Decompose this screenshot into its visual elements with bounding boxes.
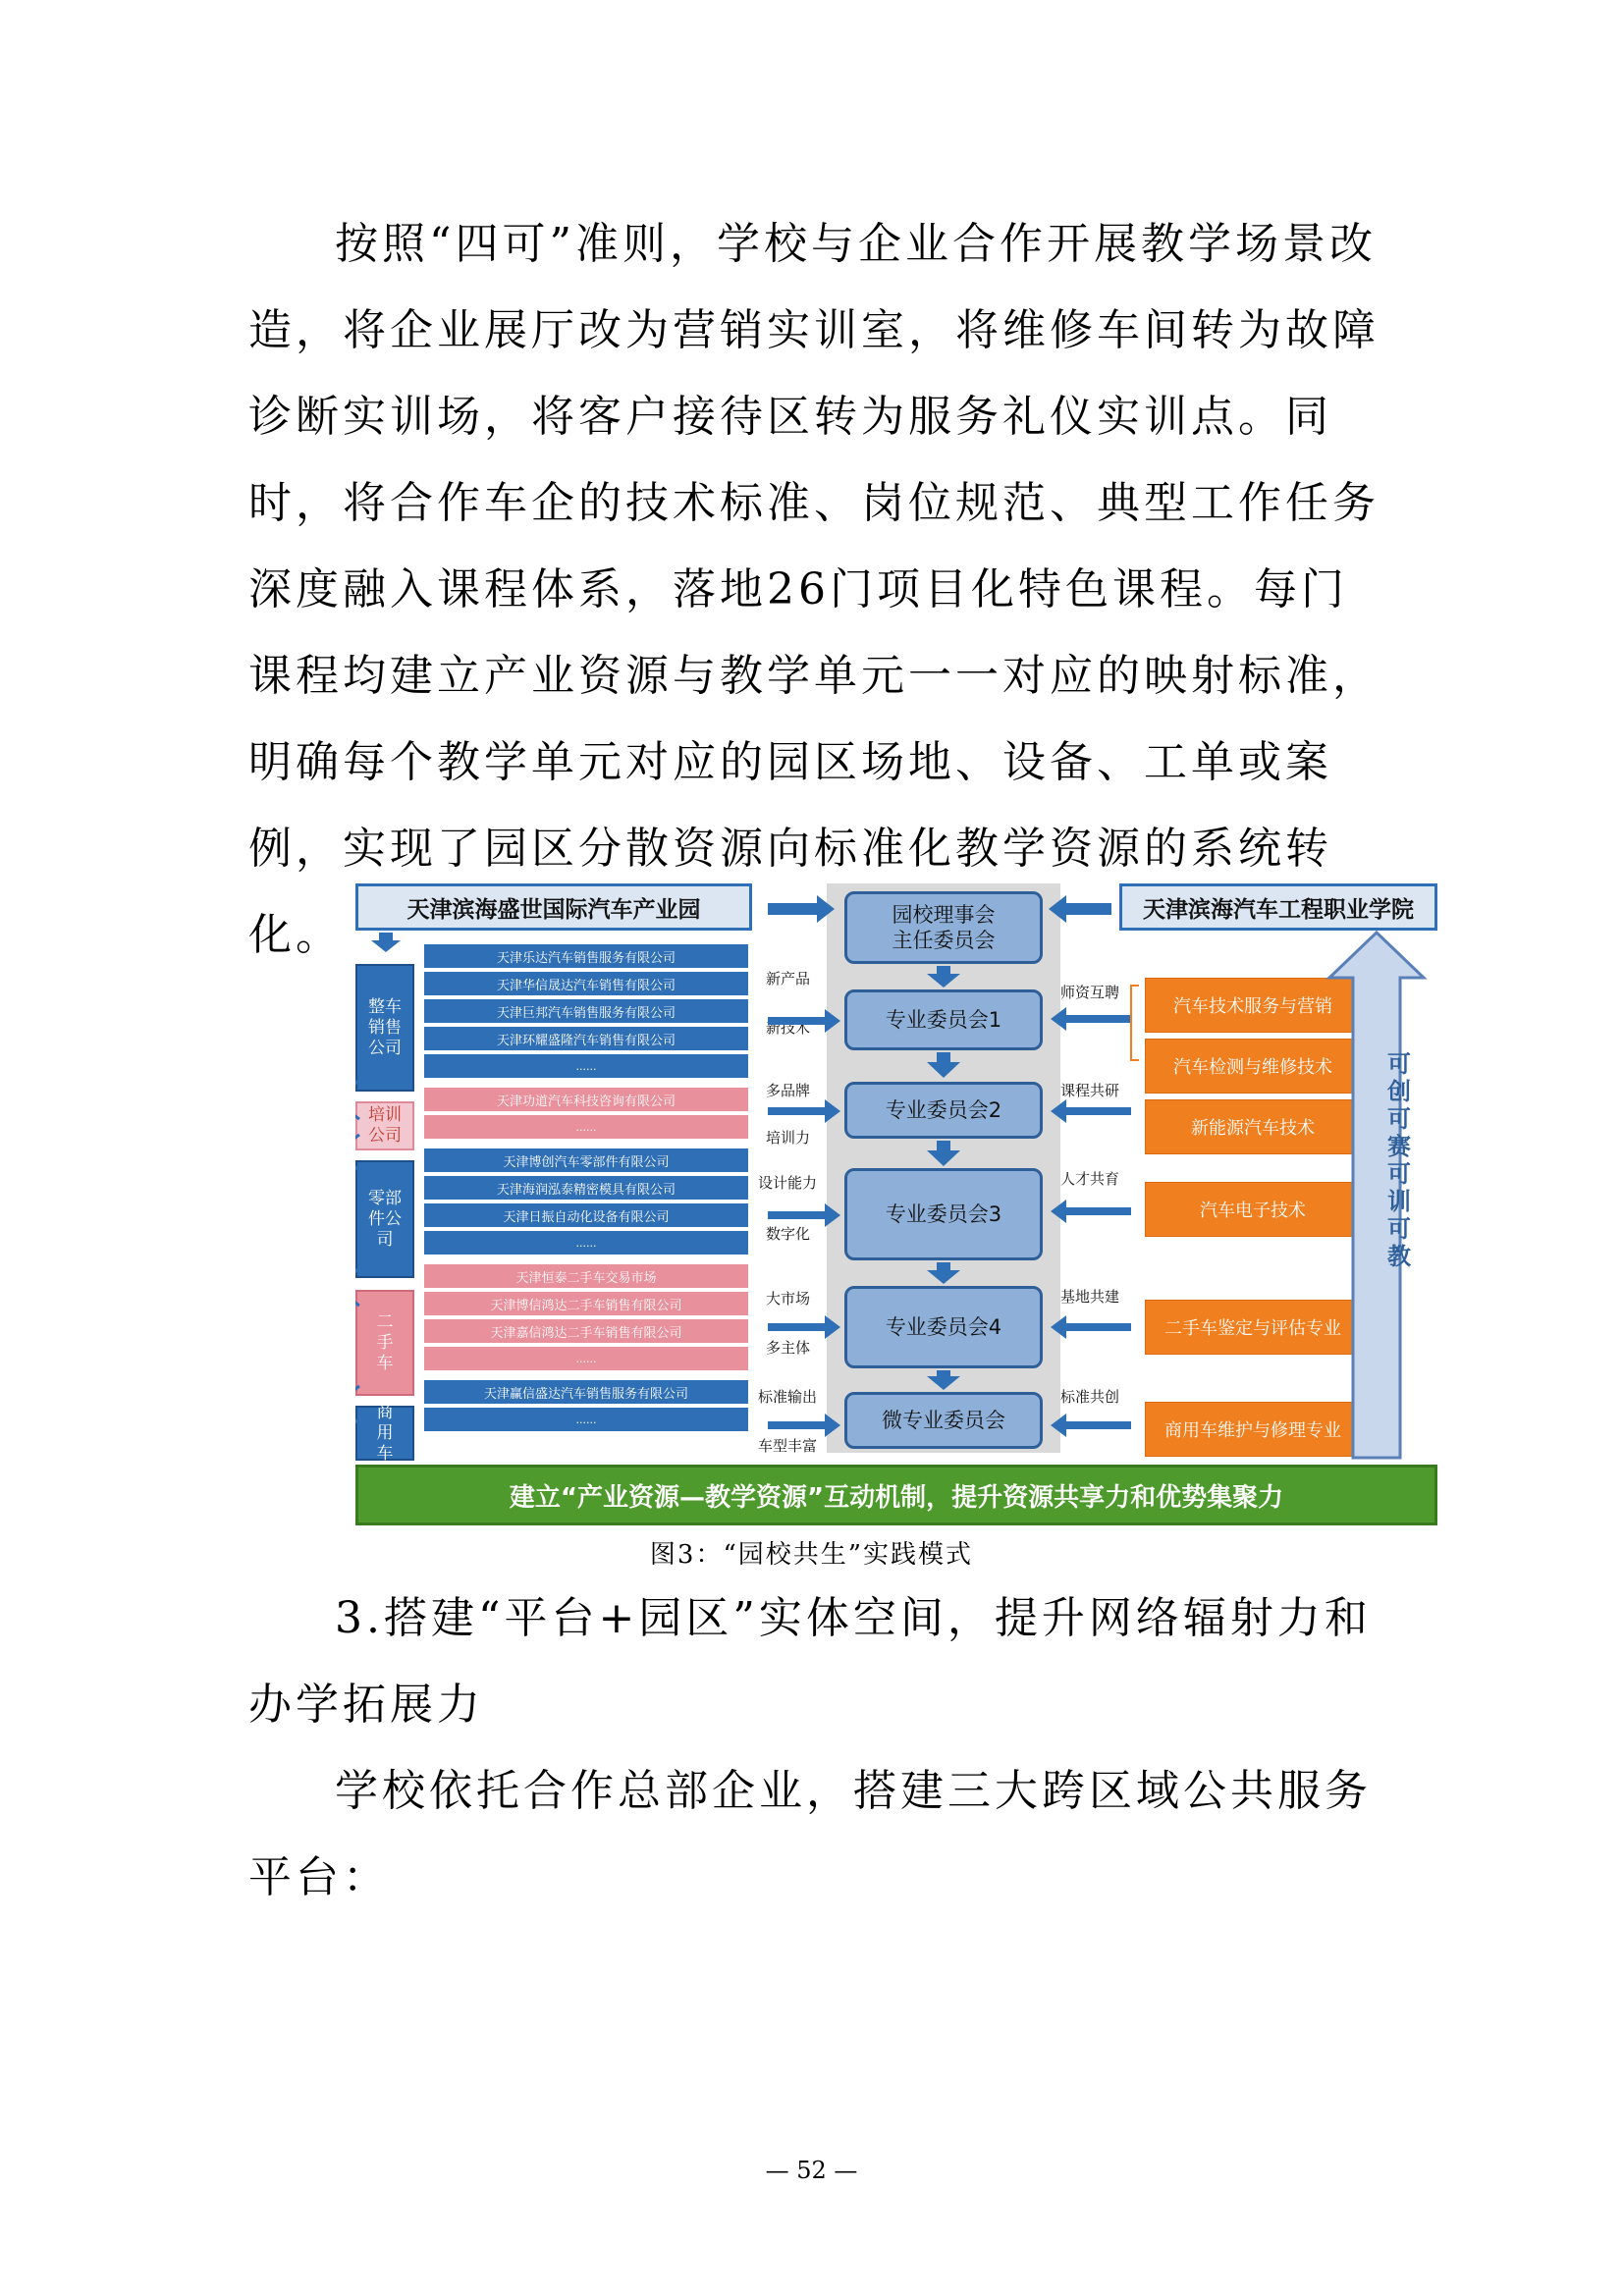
arrow-header-down [371,933,401,952]
committee-4: 专业委员会4 [844,1286,1043,1368]
arrow-down [927,1141,960,1166]
major-used-car: 二手车鉴定与评估专业 [1145,1300,1361,1355]
group-connector [355,1268,359,1306]
diagram-arrows [355,883,1437,1531]
major-marketing: 汽车技术服务与营销 [1145,978,1361,1033]
four-can-vertical-text: 可创 可赛 可训 可教 [1387,1050,1411,1270]
group-connector [355,1135,359,1170]
company-more: ...... [424,1054,748,1078]
label-new-product: 新产品 [766,970,811,988]
company-item: 天津博信鸿达二手车销售有限公司 [424,1292,748,1315]
label-multi-brand: 多品牌 [766,1082,811,1099]
arrow-down [927,966,960,988]
label-training-power: 培训力 [766,1129,811,1147]
company-item: 天津巨邦汽车销售服务有限公司 [424,999,748,1023]
company-item: 天津环耀盛隆汽车销售有限公司 [424,1027,748,1050]
industrial-park-header: 天津滨海盛世国际汽车产业园 [355,883,752,931]
group-connector [355,1386,359,1423]
label-rich-models: 车型丰富 [758,1437,818,1455]
arrow-down [927,1370,960,1390]
committee-3: 专业委员会3 [844,1168,1043,1260]
major-bracket [1131,986,1139,1060]
label-big-market: 大市场 [766,1290,811,1308]
group-used-car: 二 手 车 [355,1290,414,1396]
company-more: ...... [424,1231,748,1255]
council-committee: 园校理事会 主任委员会 [844,891,1043,964]
company-more: ...... [424,1115,748,1139]
micro-committee: 微专业委员会 [844,1392,1043,1449]
practice-mode-diagram [355,883,1437,1531]
group-parts: 零部 件公 司 [355,1160,414,1278]
company-item: 天津赢信盛达汽车销售服务有限公司 [424,1380,748,1404]
arrow-left [1051,1007,1131,1031]
arrow-down [927,1262,960,1284]
committee-2: 专业委员会2 [844,1082,1043,1139]
paragraph-1: 按照“四可”准则，学校与企业合作开展教学场景改造，将企业展厅改为营销实训室，将维修车间转为故障诊断实训场，将客户接待区转为服务礼仪实训点。同时，将合作车企的技术标准、岗位规范、典型工作任务深度融入课程体系，落地26门项目化特色课程。每门课程均建立产业资源与教学单元一一对应的映射标准，明确每个教学单元对应的园区场地、设备、工单或案例，实现了园区分散资源向标准化教学资源的系统转化。 [248,219,1380,960]
label-standard-output: 标准输出 [758,1388,818,1406]
arrow-right [768,1414,840,1437]
major-new-energy: 新能源汽车技术 [1145,1099,1361,1154]
company-more: ...... [424,1408,748,1431]
page-number: — 52 — [765,2157,858,2184]
label-new-tech: 新技术 [766,1019,811,1037]
arrow-right [768,1009,840,1033]
arrow-right [768,1099,840,1123]
mechanism-banner: 建立“产业资源—教学资源”互动机制，提升资源共享力和优势集聚力 [355,1465,1437,1525]
arrow-down [927,1052,960,1078]
major-commercial: 商用车维护与修理专业 [1145,1402,1361,1457]
label-talent-cultivation: 人才共育 [1060,1170,1120,1188]
major-electronics: 汽车电子技术 [1145,1182,1361,1237]
company-item: 天津博创汽车零部件有限公司 [424,1148,748,1172]
committee-1: 专业委员会1 [844,989,1043,1050]
group-connector [355,1080,359,1119]
section-heading: 3.搭建“平台+园区”实体空间，提升网络辐射力和办学拓展力 [248,1593,1372,1730]
company-item: 天津海润泓泰精密模具有限公司 [424,1176,748,1200]
group-training: 培训 公司 [355,1101,414,1150]
arrow-left [1051,1414,1131,1437]
label-course-research: 课程共研 [1060,1082,1120,1099]
major-maintenance: 汽车检测与维修技术 [1145,1039,1361,1094]
arrow-left [1051,1200,1131,1223]
company-item: 天津功道汽车科技咨询有限公司 [424,1088,748,1111]
college-header: 天津滨海汽车工程职业学院 [1119,883,1437,931]
company-item: 天津乐达汽车销售服务有限公司 [424,944,748,968]
arrow-left [1051,1099,1131,1123]
paragraph-2: 学校依托合作总部企业，搭建三大跨区域公共服务平台： [248,1766,1372,1902]
label-teacher-exchange: 师资互聘 [1060,984,1120,1001]
group-commercial: 商 用 车 [355,1406,414,1461]
label-multi-subject: 多主体 [766,1339,811,1357]
label-design: 设计能力 [758,1174,818,1192]
arrow-left [1051,1315,1131,1339]
company-item: 天津日振自动化设备有限公司 [424,1203,748,1227]
company-item: 天津嘉信鸿达二手车销售有限公司 [424,1319,748,1343]
arrow-right [768,1203,840,1227]
figure-caption: 图3：“园校共生”实践模式 [649,1540,974,1570]
arrow-park-to-council [768,895,835,923]
label-standard-creation: 标准共创 [1060,1388,1120,1406]
arrow-college-to-council [1049,895,1111,923]
label-digital: 数字化 [766,1225,811,1243]
company-item: 天津华信晟达汽车销售有限公司 [424,972,748,995]
arrow-right [768,1315,840,1339]
company-item: 天津恒泰二手车交易市场 [424,1264,748,1288]
company-more: ...... [424,1347,748,1370]
group-vehicle-sales: 整车 销售 公司 [355,964,414,1092]
label-base-building: 基地共建 [1060,1288,1120,1306]
